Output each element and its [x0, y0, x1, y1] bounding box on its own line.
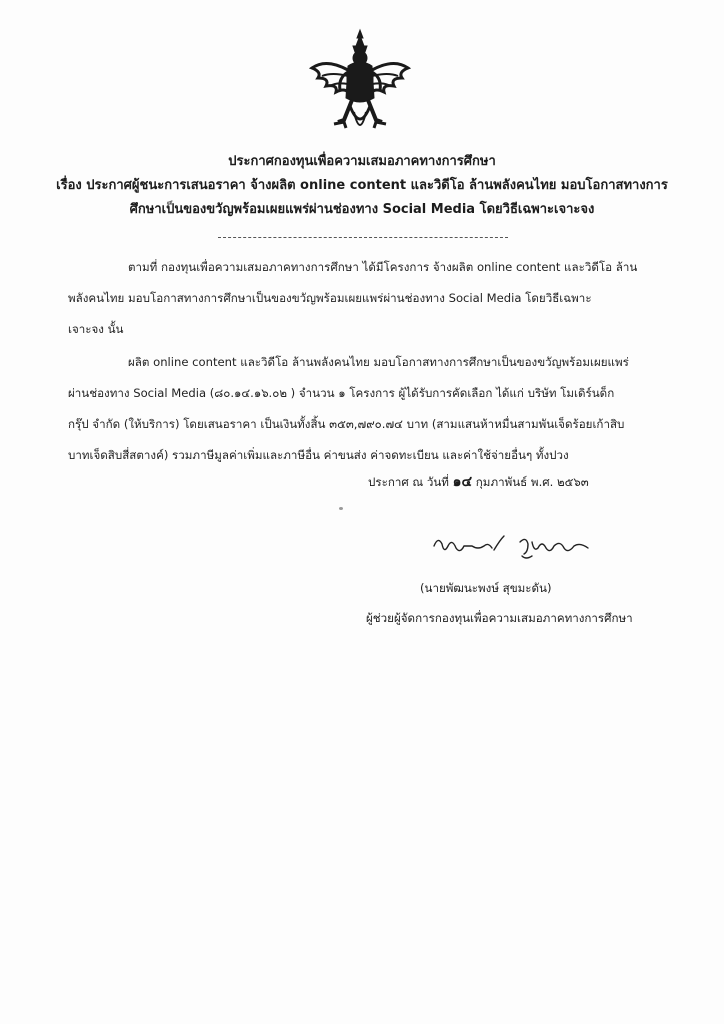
paragraph2-line: ผ่านช่องทาง Social Media (๘๐.๑๔.๑๖.๐๒ ) จำนวน ๑ โครงการ ผู้ได้รับการคัดเลือก ได้แก่ บริษัท โมเดิร์นด็ก	[68, 386, 615, 400]
paragraph1-line: ตามที่ กองทุนเพื่อความเสมอภาคทางการศึกษา ได้มีโครงการ จ้างผลิต online content และวิดีโอ ล้าน	[128, 260, 638, 274]
signatory-position: ผู้ช่วยผู้จัดการกองทุนเพื่อความเสมอภาคทางการศึกษา	[366, 611, 633, 625]
signatory-name: (นายพัฒนะพงษ์ สุขมะดัน)	[420, 581, 552, 595]
paragraph2-line: ผลิต online content และวิดีโอ ล้านพลังคนไทย มอบโอกาสทางการศึกษาเป็นของขวัญพร้อมเผยแพร่	[128, 355, 629, 369]
paragraph2-line: บาทเจ็ดสิบสี่สตางค์) รวมภาษีมูลค่าเพิ่มและภาษีอื่น ค่าขนส่ง ค่าจดทะเบียน และค่าใช้จ่ายอื่นๆ ทั้งปวง	[68, 448, 569, 462]
announcement-title: ประกาศกองทุนเพื่อความเสมอภาคทางการศึกษา	[228, 154, 496, 169]
subject-line-1: เรื่อง ประกาศผู้ชนะการเสนอราคา จ้างผลิต online content และวิดีโอ ล้านพลังคนไทย มอบโอกาสทางการ	[56, 178, 668, 193]
announce-prefix: ประกาศ ณ วันที่	[368, 475, 449, 489]
garuda-emblem-icon	[308, 28, 412, 140]
paragraph1-line: พลังคนไทย มอบโอกาสทางการศึกษาเป็นของขวัญพร้อมเผยแพร่ผ่านช่องทาง Social Media โดยวิธีเฉพาะ	[68, 291, 592, 305]
subject-line-2: ศึกษาเป็นของขวัญพร้อมเผยแพร่ผ่านช่องทาง Social Media โดยวิธีเฉพาะเจาะจง	[129, 202, 595, 217]
announce-month-year: กุมภาพันธ์ พ.ศ. ๒๕๖๓	[475, 475, 589, 489]
paragraph1-line: เจาะจง นั้น	[68, 322, 124, 336]
paragraph2-line: กรุ๊ป จำกัด (ให้บริการ) โดยเสนอราคา เป็นเงินทั้งสิ้น ๓๕๓,๗๙๐.๗๔ บาท (สามแสนห้าหมื่นสามพันเจ็ดร้อยเก้าสิบ	[68, 417, 625, 431]
scan-speck	[339, 507, 343, 510]
handwritten-signature	[428, 532, 600, 562]
announce-day: ๑๔	[452, 474, 473, 490]
title-divider	[218, 237, 508, 238]
announce-date	[368, 472, 589, 492]
